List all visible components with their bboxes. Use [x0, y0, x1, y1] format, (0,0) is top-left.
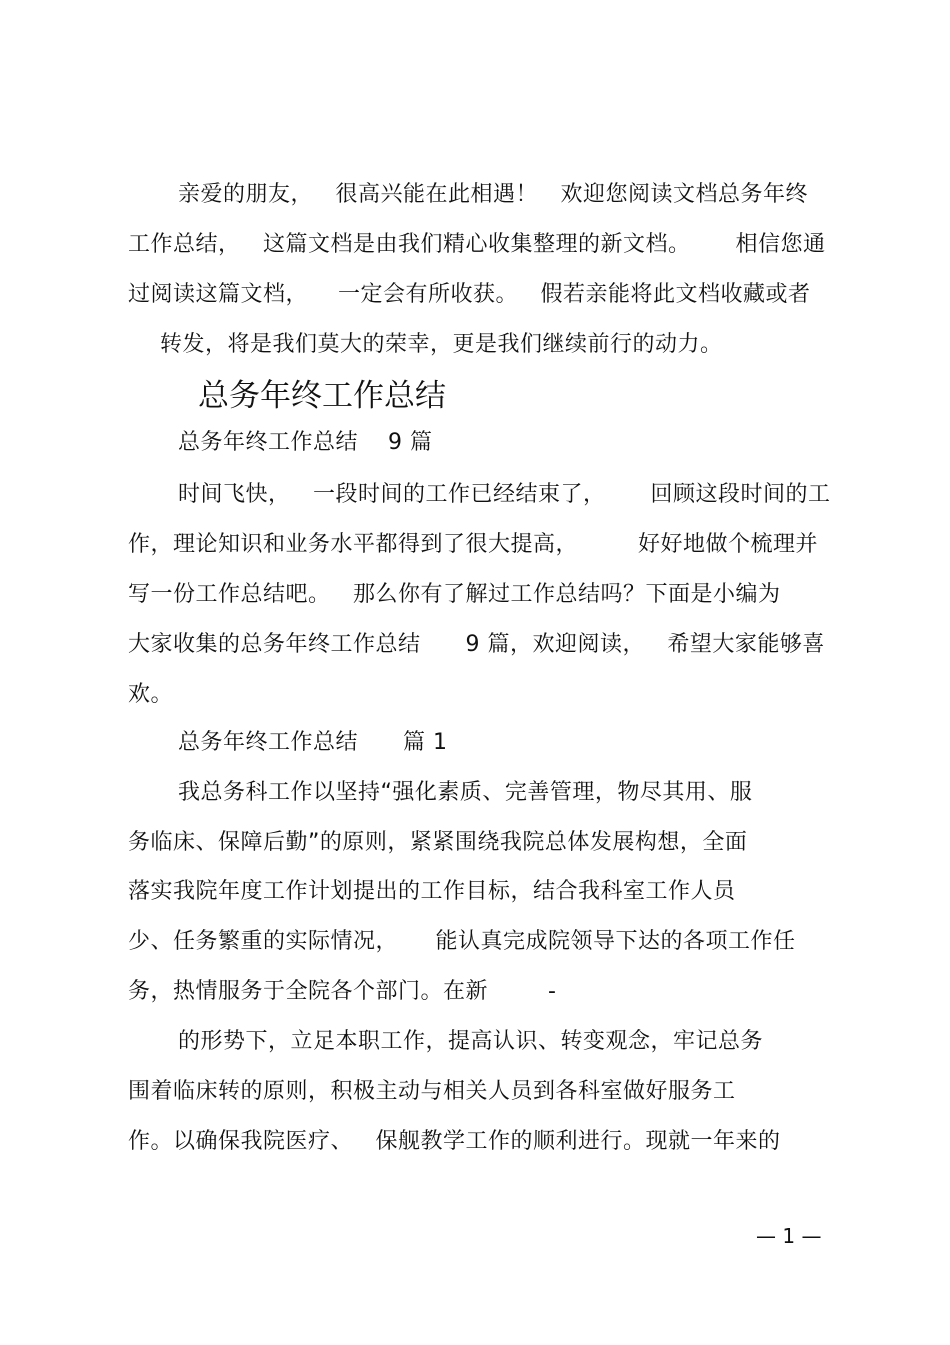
paragraph-2-line-5: 务，热情服务于全院各个部门。在新 - — [128, 979, 557, 1004]
paragraph-2-line-1: 我总务科工作以坚持“强化素质、完善管理，物尽其用、服 — [178, 780, 753, 805]
intro-line-2: 工作总结， 这篇文档是由我们精心收集整理的新文档。 相信您通 — [128, 232, 826, 257]
paragraph-2-line-2: 务临床、保障后勤”的原则，紧紧围绕我院总体发展构想，全面 — [128, 830, 748, 855]
paragraph-2-line-4: 少、任务繁重的实际情况， 能认真完成院领导下达的各项工作任 — [128, 929, 796, 954]
paragraph-1-line-3: 写一份工作总结吧。 那么你有了解过工作总结吗？下面是小编为 — [128, 582, 781, 607]
page-number: — 1 — — [756, 1224, 822, 1248]
intro-line-3: 过阅读这篇文档， 一定会有所收获。 假若亲能将此文档收藏或者 — [128, 282, 811, 307]
paragraph-3-line-3: 作。以确保我院医疗、 保舰教学工作的顺利进行。现就一年来的 — [128, 1129, 781, 1154]
paragraph-1-line-4: 大家收集的总务年终工作总结 9 篇，欢迎阅读， 希望大家能够喜 — [128, 632, 825, 657]
intro-line-4: 转发，将是我们莫大的荣幸，更是我们继续前行的动力。 — [160, 332, 723, 357]
paragraph-1-line-1: 时间飞快， 一段时间的工作已经结束了， 回顾这段时间的工 — [178, 482, 831, 507]
section-heading: 总务年终工作总结 篇 1 — [178, 730, 448, 755]
document-subtitle: 总务年终工作总结 9 篇 — [178, 430, 433, 455]
paragraph-1-line-2: 作，理论知识和业务水平都得到了很大提高， 好好地做个梳理并 — [128, 532, 818, 557]
paragraph-1-line-5: 欢。 — [128, 682, 174, 707]
intro-line-1: 亲爱的朋友， 很高兴能在此相遇！ 欢迎您阅读文档总务年终 — [178, 182, 808, 207]
document-title: 总务年终工作总结 — [198, 378, 446, 414]
paragraph-3-line-1: 的形势下，立足本职工作，提高认识、转变观念，牢记总务 — [178, 1029, 764, 1054]
paragraph-3-line-2: 围着临床转的原则，积极主动与相关人员到各科室做好服务工 — [128, 1079, 736, 1104]
paragraph-2-line-3: 落实我院年度工作计划提出的工作目标，结合我科室工作人员 — [128, 879, 736, 904]
